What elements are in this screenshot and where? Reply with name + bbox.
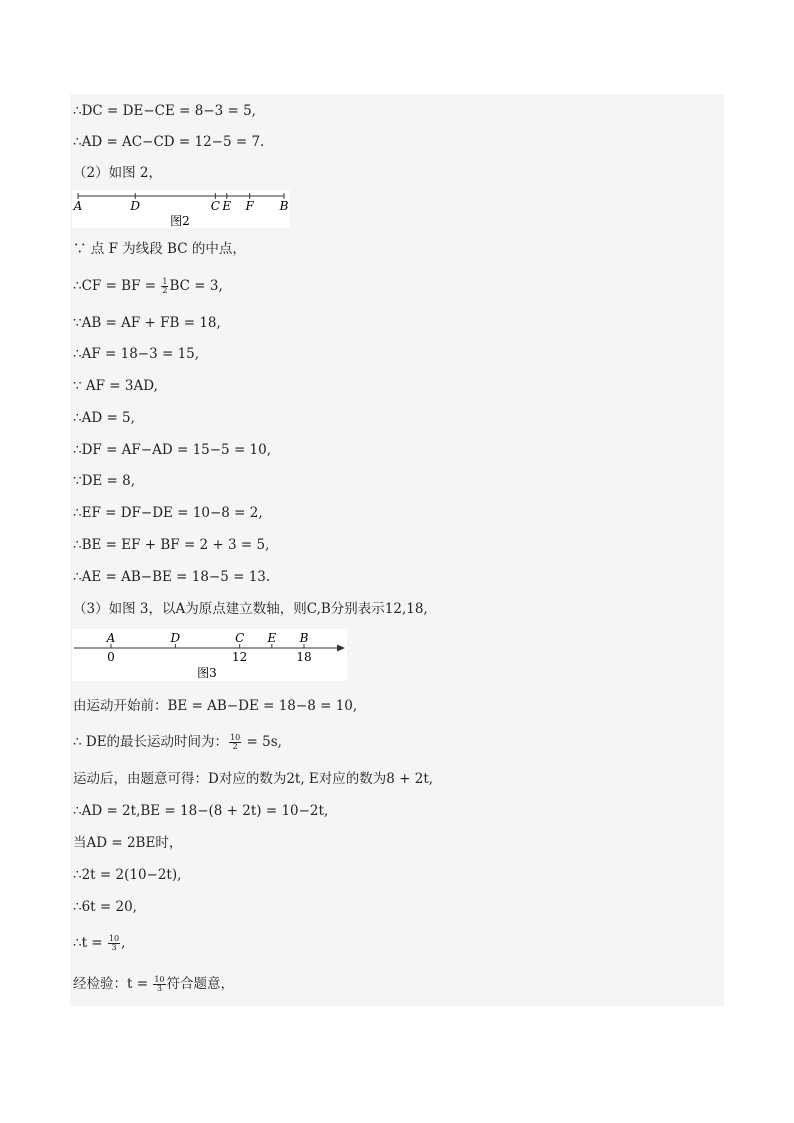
text-line: ∴AD = AC−CD = 12−5 = 7. bbox=[73, 134, 265, 150]
text-line: ∵ 点 F 为线段 BC 的中点， bbox=[73, 241, 246, 257]
fraction-numerator: 10 bbox=[154, 975, 165, 984]
text-line: （2）如图 2， bbox=[73, 165, 162, 181]
text-line: 当AD = 2BE时， bbox=[73, 835, 183, 851]
point-label: E bbox=[267, 631, 277, 645]
text-line: ∴AD = 2t,BE = 18−(8 + 2t) = 10−2t, bbox=[73, 803, 329, 819]
fraction-denominator: 3 bbox=[156, 984, 162, 993]
text-line: ∴BE = EF + BF = 2 + 3 = 5, bbox=[73, 537, 270, 553]
fraction bbox=[229, 734, 241, 751]
point-value: 12 bbox=[232, 650, 248, 664]
text-part: ∴t = bbox=[73, 935, 107, 951]
text-line: ∴2t = 2(10−2t), bbox=[73, 867, 182, 883]
figure-2 bbox=[72, 190, 290, 228]
text-line: （3）如图 3，以A为原点建立数轴，则C,B分别表示12,18, bbox=[73, 601, 428, 617]
fraction-denominator: 2 bbox=[232, 742, 238, 751]
text-line: ∴6t = 20, bbox=[73, 899, 137, 915]
point-label: D bbox=[170, 631, 181, 645]
point-label: A bbox=[73, 199, 83, 213]
fraction bbox=[108, 935, 120, 952]
text-part: ∴ DE的最长运动时间为： bbox=[73, 734, 229, 750]
point-label: B bbox=[279, 199, 289, 213]
fraction-denominator: 2 bbox=[162, 286, 168, 295]
text-line: ∴AE = AB−BE = 18−5 = 13. bbox=[73, 569, 271, 585]
fraction-numerator: 10 bbox=[108, 934, 120, 943]
point-label: A bbox=[106, 631, 116, 645]
text-line: ∴DF = AF−AD = 15−5 = 10, bbox=[73, 442, 272, 458]
text-line bbox=[73, 277, 223, 295]
text-part: = 5s, bbox=[242, 734, 282, 750]
text-part: 符合题意， bbox=[166, 976, 235, 992]
fraction-numerator: 1 bbox=[162, 277, 168, 286]
figure-2-diagram bbox=[72, 190, 290, 228]
text-line: ∴EF = DF−DE = 10−8 = 2, bbox=[73, 505, 263, 521]
point-label: B bbox=[299, 631, 309, 645]
text-part: 经检验：t = bbox=[73, 976, 153, 992]
fraction-denominator: 3 bbox=[111, 943, 117, 952]
fraction-numerator: 10 bbox=[230, 733, 241, 742]
text-line: 运动后，由题意可得：D对应的数为2t, E对应的数为8 + 2t, bbox=[73, 771, 434, 787]
fraction bbox=[153, 976, 165, 993]
point-label: C bbox=[210, 199, 220, 213]
figure-2-caption: 图2 bbox=[170, 214, 190, 228]
point-label: F bbox=[245, 199, 254, 213]
text-part: , bbox=[121, 935, 126, 951]
axis-arrow-icon bbox=[337, 645, 345, 652]
text-line bbox=[73, 934, 125, 952]
text-line: ∴DC = DE−CE = 8−3 = 5, bbox=[73, 103, 256, 119]
fraction bbox=[161, 278, 168, 295]
point-label: C bbox=[235, 631, 245, 645]
figure-3-diagram bbox=[72, 629, 347, 681]
text-line: ∴AD = 5, bbox=[73, 410, 135, 426]
text-line: 由运动开始前：BE = AB−DE = 18−8 = 10, bbox=[73, 698, 358, 714]
text-line: ∵DE = 8, bbox=[73, 473, 136, 489]
point-value: 0 bbox=[107, 650, 115, 664]
text-line: ∵AB = AF + FB = 18, bbox=[73, 315, 221, 331]
point-label: D bbox=[130, 199, 141, 213]
point-label: E bbox=[222, 199, 232, 213]
figure-3 bbox=[72, 629, 347, 681]
text-part: ∴CF = BF = bbox=[73, 278, 161, 294]
text-line: ∴AF = 18−3 = 15, bbox=[73, 346, 200, 362]
text-line bbox=[73, 733, 282, 751]
text-line: ∵ AF = 3AD, bbox=[73, 378, 158, 394]
text-line bbox=[73, 975, 234, 993]
text-part: BC = 3, bbox=[169, 278, 223, 294]
figure-3-caption: 图3 bbox=[197, 666, 217, 680]
point-value: 18 bbox=[296, 650, 312, 664]
